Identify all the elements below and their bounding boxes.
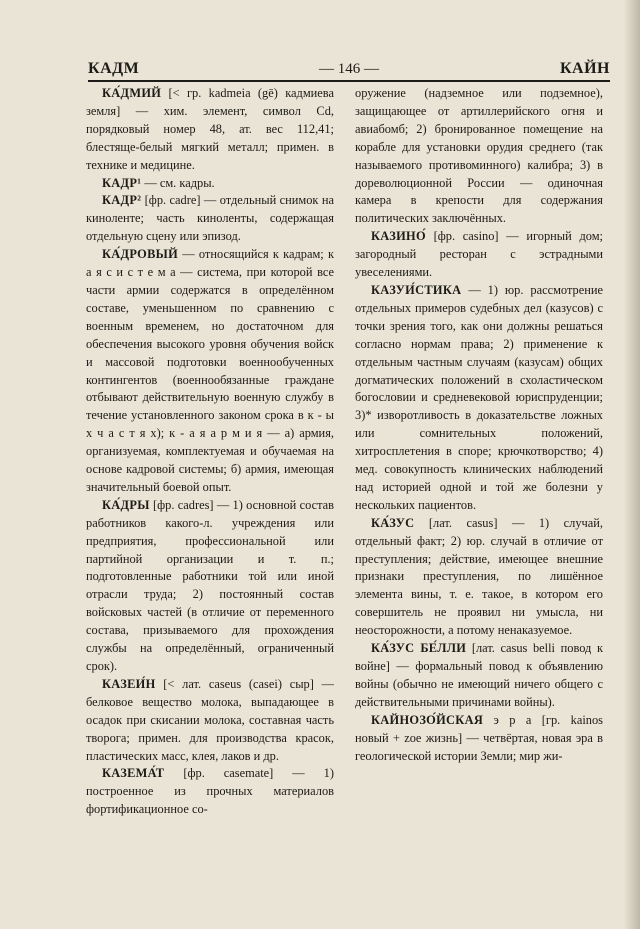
- entry-headword: КАЙНОЗО́ЙСКАЯ: [371, 712, 484, 727]
- dictionary-entry: [355, 640, 603, 712]
- left-column: [86, 85, 334, 915]
- entry-headword: КАЗЕИ́Н: [102, 676, 156, 691]
- entry-definition: [< гр. kadmeia (gē) кадмиева земля] — хим. элемент, символ Cd, порядковый номер 48, ат. вес 112,41; блестяще-белый мягкий металл; примен. в технике и медицине.: [86, 86, 334, 172]
- dictionary-entry: [86, 85, 334, 175]
- dictionary-entry: [86, 175, 334, 193]
- dictionary-entry: [86, 765, 334, 819]
- dictionary-entry: [86, 246, 334, 497]
- page-edge-shadow: [624, 0, 640, 929]
- entry-headword: КАЗЕМА́Т: [102, 766, 165, 781]
- entry-definition: [фр. casemate] — 1) построенное из прочных материалов фортификационное со-: [86, 766, 334, 817]
- entry-definition: [< лат. caseus (casei) сыр] — белковое вещество молока, выпадающее в осадок при скисании молока, составная часть творога; примен. для производства красок, пластических масс, клея, лаков и др.: [86, 676, 334, 763]
- dictionary-entry: [86, 676, 334, 766]
- dictionary-entry: [86, 192, 334, 246]
- entry-headword: КА́ДРЫ: [102, 497, 150, 512]
- dictionary-entry: [355, 228, 603, 282]
- entry-definition: — см. кадры.: [141, 175, 215, 190]
- entry-headword: КАЗУИ́СТИКА: [371, 282, 462, 297]
- entry-headword: КАДР¹: [102, 175, 142, 190]
- dictionary-entry: [355, 282, 603, 515]
- entry-headword: КАЗИНО́: [371, 229, 426, 244]
- entry-definition: — 1) юр. рассмотрение отдельных примеров судебных дел (казусов) с точки зрения того, как они должны решаться согласно нормам права; 2) применение к отдельным частным случаям (казусам) общих догматических положений в схоластическом богословии и средневековой юриспруденции; 3)* изворотливость в доказательстве ложных или сомнительных положений, хитросплетения в споре; крючкотворство; 4) мед. совокупность клинических наблюдений над историей одной и той же болезни у нескольких пациентов.: [355, 282, 603, 512]
- entry-headword: КА́ДРОВЫЙ: [102, 247, 179, 262]
- page-number: — 146 —: [319, 61, 379, 77]
- dictionary-entry: [355, 515, 603, 640]
- dictionary-entry: [86, 497, 334, 676]
- dictionary-entry-continuation: [355, 85, 603, 228]
- entry-definition: [фр. cadre] — отдельный снимок на киноленте; часть киноленты, содержащая отдельную сцену или эпизод.: [86, 193, 334, 244]
- entry-headword: КА́ЗУС БЕ́ЛЛИ: [371, 641, 467, 656]
- entry-definition: — относящийся к кадрам; к а я с и с т е м а — система, при которой все части армии содержатся в определённом составе, уменьшенном по сравнению с военным временем, но достаточном для обеспечения высокого уровня обучения войск и массовой подготовки военнообученных контингентов (военнообязанные граждане отбывают действительную военную службу в течение установленного законом срока в к - ы х ч а с т я х); к - а я а р м и я — а) армия, организуемая, комплектуемая и обучаемая на основе кадровой системы; б) армия, имеющая значительный боевой опыт.: [86, 247, 334, 494]
- entry-definition: [фр. casino] — игорный дом; загородный ресторан с эстрадными увеселениями.: [355, 229, 603, 280]
- entry-headword: КАДР²: [102, 193, 142, 208]
- entry-headword: КА́ЗУС: [371, 515, 415, 530]
- right-column: [355, 85, 603, 915]
- page-header: [88, 58, 610, 82]
- header-right-guideword: КАЙН: [559, 60, 610, 77]
- header-left-guideword: КАДМ: [88, 60, 140, 77]
- entry-definition: оружение (надземное или подземное), защищающее от артиллерийского огня и авиабомб; 2) бронированное помещение на корабле для установки орудия среднего (так называемого противоминного) калибра; 3) в дореволюционной России — одиночная камера в крепости для содержания политических заключённых.: [355, 86, 603, 226]
- entry-definition: [фр. cadres] — 1) основной состав работников какого-л. учреждения или предприятия, профессиональной или партийной организации и т. п.; подготовленные работники той или иной отрасли труда; 2) постоянный состав войсковых частей (в отличие от переменного состава, призываемого для прохождения службы на определённый, ограниченный срок).: [86, 497, 334, 673]
- entry-definition: [лат. casus] — 1) случай, отдельный факт; 2) юр. случай в отличие от преступления; действие, имеющее внешние признаки преступления, по лишённое элемента вины, т. е. такое, в котором его совершитель не проявил ни умысла, ни неосторожности, а потому ненаказуемое.: [355, 515, 603, 638]
- entry-headword: КА́ДМИЙ: [102, 86, 162, 100]
- dictionary-entry: [355, 712, 603, 766]
- entry-definition: э р а [гр. kainos новый + zoe жизнь] — четвёртая, новая эра в геологической истории Земли; мир жи-: [355, 712, 603, 763]
- entry-definition: [лат. casus belli повод к войне] — формальный повод к объявлению войны (обычно не имеющий ничего общего с действительными причинами войны).: [355, 641, 603, 709]
